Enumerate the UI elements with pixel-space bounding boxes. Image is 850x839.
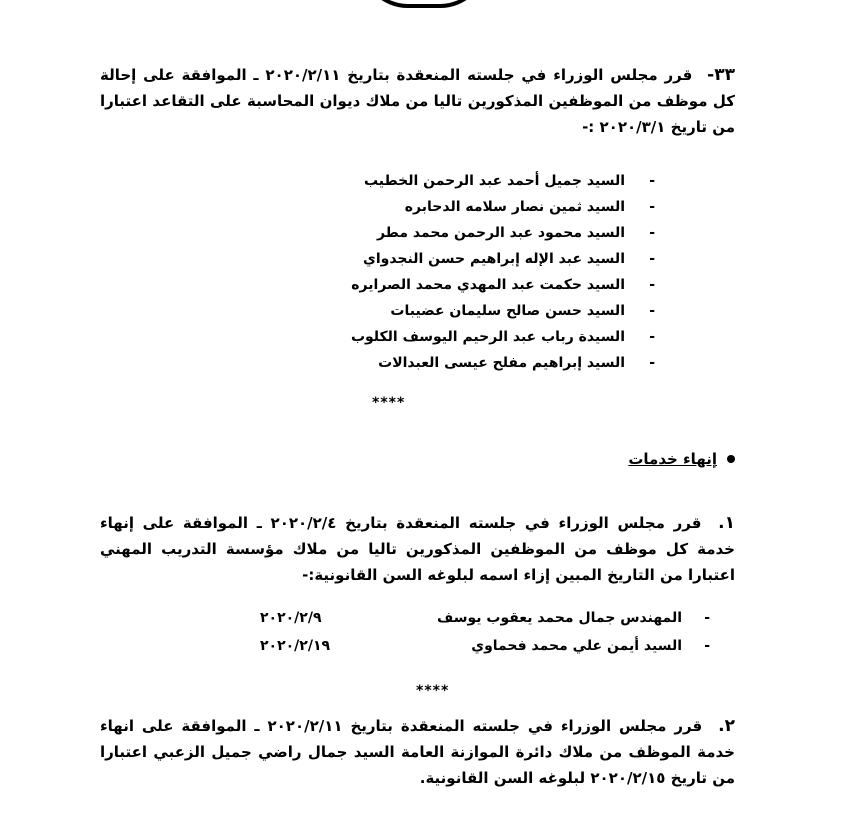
employee-name: -السيد أيمن علي محمد فحماوي [471,638,710,654]
retiree-name: السيد حكمت عبد المهدي محمد الصرايره [351,277,625,293]
list-item: -السيد جميل أحمد عبد الرحمن الخطيب [363,173,655,189]
list-item: -السيدة رباب عبد الرحيم اليوسف الكلوب [350,329,655,345]
list-item: -السيد عبد الإله إبراهيم حسن النجدواي [363,251,655,267]
decision-2-number: ٢. [718,716,735,736]
effective-date: ٢٠٢٠/٢/٩ [260,610,322,626]
separator-stars: **** [416,683,450,699]
list-item: -السيد حسن صالح سليمان عضيبات [390,303,655,319]
separator-stars: **** [372,395,406,411]
decision-1-paragraph [100,510,735,588]
decision-33-paragraph [100,62,735,140]
effective-date: ٢٠٢٠/٢/١٩ [260,638,331,654]
decision-33-number: ٣٣- [707,65,735,85]
list-item [260,632,710,660]
header-seal-arc [360,0,488,8]
list-item: -السيد إبراهيم مفلح عيسى العبدالات [378,355,655,371]
retiree-name: السيد جميل أحمد عبد الرحمن الخطيب [363,173,625,189]
end-service-list [260,604,710,660]
list-item [260,604,710,632]
bullet-icon [727,455,735,463]
retiree-name: السيد عبد الإله إبراهيم حسن النجدواي [363,251,625,267]
section-title: إنهاء خدمات [628,450,717,468]
decision-2-paragraph [100,713,735,791]
decision-33-text: قرر مجلس الوزراء في جلسته المنعقدة بتاريخ ٢٠٢٠/٢/١١ ـ الموافقة على إحالة كل موظف من الموظفين المذكورين تاليا من ملاك ديوان المحاسبة على التقاعد اعتبارا من تاريخ ٢٠٢٠/٣/١ :- [100,66,735,136]
decision-1-number: ١. [718,513,735,533]
section-heading [628,450,735,468]
list-item: -السيد محمود عبد الرحمن محمد مطر [376,225,655,241]
employee-name: -المهندس جمال محمد يعقوب يوسف [437,610,710,626]
retiree-name: السيد حسن صالح سليمان عضيبات [390,303,625,319]
list-item: -السيد حكمت عبد المهدي محمد الصرايره [351,277,655,293]
retiree-name: السيد محمود عبد الرحمن محمد مطر [376,225,625,241]
decision-1-text: قرر مجلس الوزراء في جلسته المنعقدة بتاريخ ٢٠٢٠/٢/٤ ـ الموافقة على إنهاء خدمة كل موظف من الموظفين المذكورين تاليا من ملاك مؤسسة التدريب المهني اعتبارا من التاريخ المبين إزاء اسمه لبلوغه السن القانونية:- [100,514,735,584]
decision-2-text: قرر مجلس الوزراء في جلسته المنعقدة بتاريخ ٢٠٢٠/٢/١١ ـ الموافقة على انهاء خدمة الموظف من ملاك دائرة الموازنة العامة السيد جمال راضي جميل الزعبي اعتبارا من تاريخ ٢٠٢٠/٢/١٥ لبلوغه السن القانونية. [100,717,735,787]
retirees-list [335,168,655,376]
retiree-name: السيد ثمين نصار سلامه الدحابره [404,199,625,215]
list-item: -السيد ثمين نصار سلامه الدحابره [404,199,655,215]
retiree-name: السيدة رباب عبد الرحيم اليوسف الكلوب [350,329,625,345]
retiree-name: السيد إبراهيم مفلح عيسى العبدالات [378,355,625,371]
